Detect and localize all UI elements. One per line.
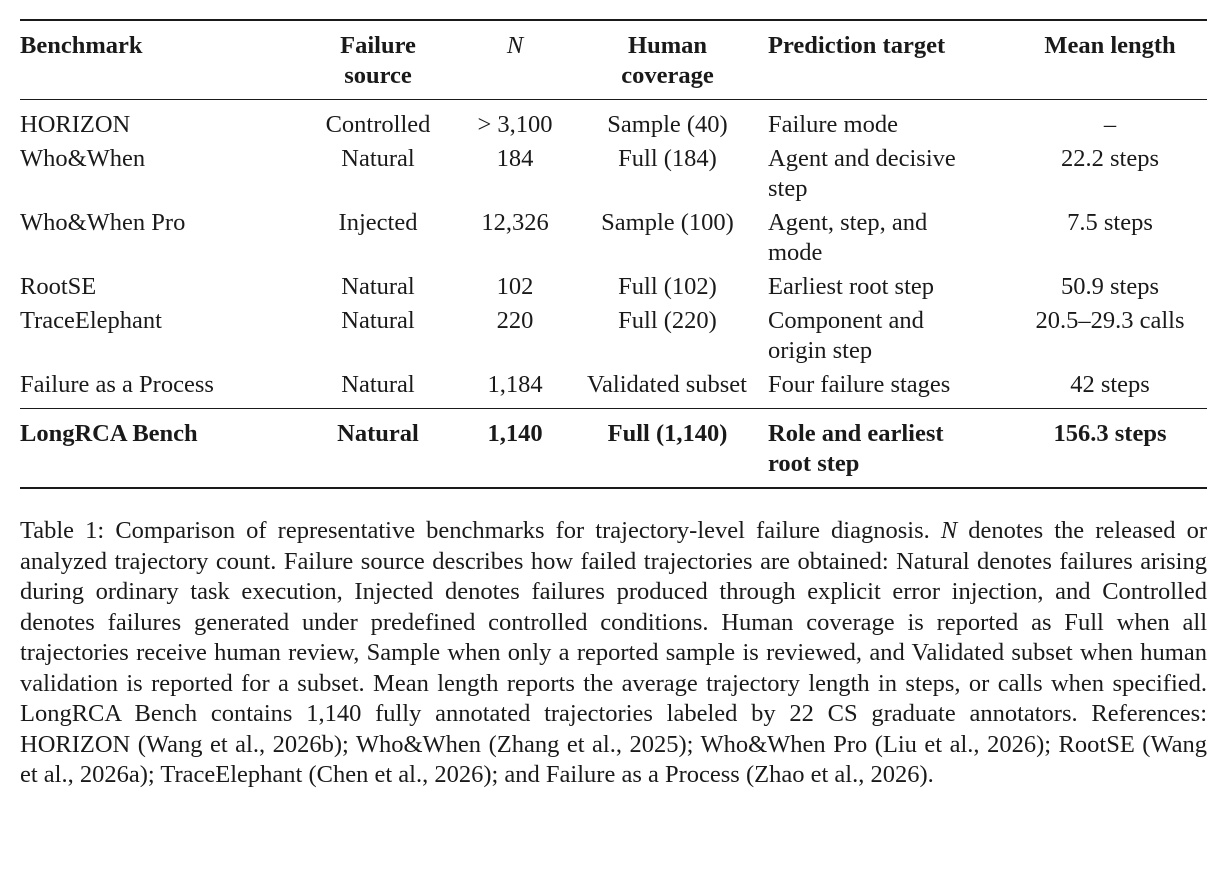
row-human-coverage: Validated subset (587, 371, 747, 398)
header-prediction-target: Prediction target (768, 32, 946, 59)
row-prediction-target: Failure mode (768, 111, 898, 138)
row-failure-source: Controlled (325, 111, 431, 138)
row-n: 102 (496, 273, 534, 300)
row-failure-source: Natural (341, 145, 415, 172)
row-n: 1,184 (487, 371, 543, 398)
header-benchmark: Benchmark (20, 32, 143, 59)
row-mean-length: – (1103, 111, 1117, 138)
row-prediction-target-line2: step (768, 175, 808, 202)
row-benchmark: Failure as a Process (20, 371, 214, 398)
header-n: N (506, 32, 524, 59)
table-header-rule (20, 99, 1207, 100)
header-failure-source-line1: Failure (340, 32, 416, 59)
row-prediction-target-line2: origin step (768, 337, 873, 364)
highlight-benchmark: LongRCA Bench (20, 420, 198, 447)
row-prediction-target-line1: Agent, step, and (768, 209, 928, 236)
row-mean-length: 20.5–29.3 calls (1035, 307, 1185, 334)
row-failure-source: Natural (341, 371, 415, 398)
row-n: 184 (496, 145, 534, 172)
table-caption (20, 516, 1207, 791)
caption-part1: Comparison of representative benchmarks for trajectory-level failure diagnosis. (104, 517, 941, 544)
row-n: 12,326 (481, 209, 549, 236)
highlight-mean-length: 156.3 steps (1053, 420, 1167, 447)
row-human-coverage: Full (184) (618, 145, 717, 172)
row-human-coverage: Sample (100) (601, 209, 734, 236)
caption-n-symbol: N (940, 517, 958, 544)
row-benchmark: RootSE (20, 273, 97, 300)
row-mean-length: 7.5 steps (1067, 209, 1153, 236)
row-n: > 3,100 (477, 111, 553, 138)
row-benchmark: HORIZON (20, 111, 131, 138)
highlight-n: 1,140 (487, 420, 543, 447)
highlight-prediction-target-line1: Role and earliest (768, 420, 944, 447)
row-human-coverage: Sample (40) (607, 111, 728, 138)
header-mean-length: Mean length (1044, 32, 1176, 59)
row-prediction-target: Four failure stages (768, 371, 951, 398)
table-top-rule (20, 19, 1207, 21)
row-failure-source: Natural (341, 273, 415, 300)
row-human-coverage: Full (220) (618, 307, 717, 334)
row-n: 220 (496, 307, 534, 334)
header-failure-source-line2: source (344, 62, 412, 89)
row-prediction-target: Earliest root step (768, 273, 935, 300)
row-human-coverage: Full (102) (618, 273, 717, 300)
row-benchmark: Who&When Pro (20, 209, 186, 236)
row-prediction-target-line2: mode (768, 239, 823, 266)
highlight-failure-source: Natural (337, 420, 419, 447)
highlight-prediction-target-line2: root step (768, 450, 860, 477)
table-bottom-rule (20, 487, 1207, 489)
header-human-coverage-line2: coverage (621, 62, 714, 89)
caption-part2: denotes the released or analyzed trajectory count. Failure source describes how failed trajectories are obtained: Natural denotes failures arising during ordinary task execution, Injected denotes failures produced through explicit error injection, and Controlled denotes failures generated under predefined controlled conditions. Human coverage is reported as Full when all trajectories receive human review, Sample when only a reported sample is reviewed, and Validated subset when human validation is reported for a subset. Mean length reports the average trajectory length in steps, or calls when specified. LongRCA Bench contains 1,140 fully annotated trajectories labeled by 22 CS graduate annotators. References: HORIZON (Wang et al., 2026b); Who&When (Zhang et al., 2025); Who&When Pro (Liu et al., 2026); RootSE (Wang et al., 2026a); TraceElephant (Chen et al., 2026); and Failure as a Process (Zhao et al., 2026). (20, 517, 1207, 788)
header-human-coverage-line1: Human (628, 32, 707, 59)
row-failure-source: Natural (341, 307, 415, 334)
row-mean-length: 50.9 steps (1061, 273, 1159, 300)
row-mean-length: 42 steps (1070, 371, 1150, 398)
row-failure-source: Injected (338, 209, 418, 236)
row-benchmark: TraceElephant (20, 307, 162, 334)
highlight-human-coverage: Full (1,140) (607, 420, 728, 447)
row-mean-length: 22.2 steps (1061, 145, 1159, 172)
caption-label: Table 1: (20, 517, 105, 544)
row-benchmark: Who&When (20, 145, 146, 172)
row-prediction-target-line1: Agent and decisive (768, 145, 956, 172)
row-prediction-target-line1: Component and (768, 307, 924, 334)
table-body-rule (20, 408, 1207, 409)
